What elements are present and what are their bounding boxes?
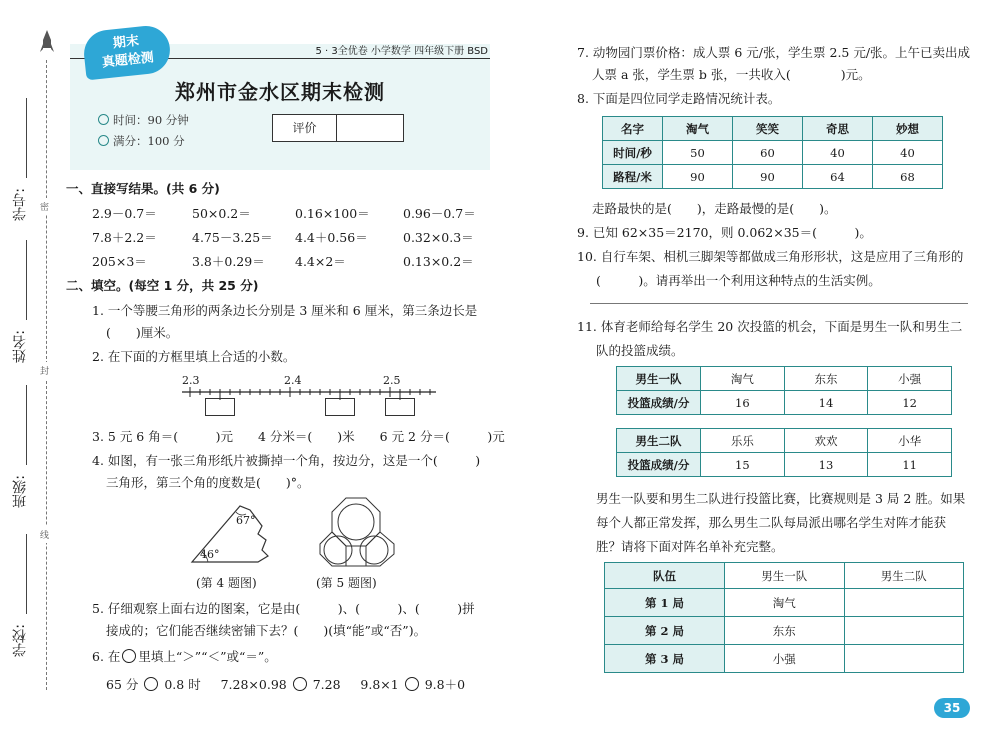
name-field[interactable] <box>26 240 27 320</box>
question-6-items: 65 分 0.8 时 7.28×0.98 7.28 9.8×1 9.8＋0 <box>106 677 466 692</box>
calc-item: 50×0.2＝ <box>192 206 251 221</box>
compare-circle-1[interactable] <box>144 677 158 691</box>
seal-word-xian: 线 <box>40 526 49 543</box>
question-8b: 走路最快的是( )，走路最慢的是( )。 <box>592 201 837 216</box>
eval-label: 评价 <box>273 115 337 141</box>
question-11d: 每个人都正常发挥，那么男生二队每局派出哪名学生对阵才能获 <box>596 515 947 530</box>
team2-table: 男生二队 乐乐 欢欢 小华 投篮成绩/分 15 13 11 <box>616 428 952 477</box>
angle-67: 67° <box>236 514 256 527</box>
question-11a: 11. 体育老师给每名学生 20 次投篮的机会，下面是男生一队和男生二 <box>577 319 963 334</box>
tick-label-2.5: 2.5 <box>383 374 401 387</box>
question-7a: 7. 动物园门票价格：成人票 6 元/张，学生票 2.5 元/张。上午已卖出成 <box>577 45 971 60</box>
question-11e: 胜？请将下面对阵名单补充完整。 <box>596 539 784 554</box>
calc-item: 205×3＝ <box>92 254 147 269</box>
question-10a: 10. 自行车架、相机三脚架等都做成三角形形状，这是应用了三角形的 <box>577 249 964 264</box>
question-9: 9. 已知 62×35＝2170，则 0.062×35＝( )。 <box>577 225 872 240</box>
angle-46: 46° <box>200 548 220 561</box>
student-id-field[interactable] <box>26 98 27 178</box>
time-info: 时间：90 分钟 <box>98 112 189 128</box>
figure5-caption: (第 5 题图) <box>316 576 377 590</box>
question-10b: ( )。请再举出一个利用这种特点的生活实例。 <box>596 273 881 288</box>
class-label: 班级: <box>12 475 28 508</box>
answer-line[interactable] <box>590 303 968 304</box>
compare-circle-3[interactable] <box>405 677 419 691</box>
school-label: 学校: <box>12 624 28 657</box>
seal-word-feng: 封 <box>40 362 49 379</box>
match-answer-2[interactable] <box>844 617 964 645</box>
compare-circle-2[interactable] <box>293 677 307 691</box>
question-5b: 接成的；它们能否继续密铺下去？( )(填“能”或“否”)。 <box>106 623 427 638</box>
eval-field[interactable] <box>337 115 403 141</box>
section1-title: 一、直接写结果。(共 6 分) <box>66 181 220 196</box>
question-2: 2. 在下面的方框里填上合适的小数。 <box>92 349 296 364</box>
seal-word-mi: 密 <box>40 198 49 215</box>
question-8: 8. 下面是四位同学走路情况统计表。 <box>577 91 781 106</box>
compare-circle <box>122 649 136 663</box>
evaluation-box <box>272 114 404 142</box>
calc-item: 4.4＋0.56＝ <box>295 230 368 245</box>
score-info: 满分：100 分 <box>98 133 185 149</box>
team1-table: 男生一队 淘气 东东 小强 投篮成绩/分 16 14 12 <box>616 366 952 415</box>
question-1b: ( )厘米。 <box>106 325 179 340</box>
question-3: 3. 5 元 6 角＝( )元 4 分米＝( )米 6 元 2 分＝( )元 <box>92 429 505 444</box>
walk-table: 名字 淘气 笑笑 奇思 妙想 时间/秒 50 60 40 40 路程/米 90 90 64 68 <box>602 116 943 189</box>
numline-answer-box-3[interactable] <box>385 398 415 416</box>
question-11c: 男生一队要和男生二队进行投篮比赛，比赛规则是 3 局 2 胜。如果 <box>596 491 966 506</box>
calc-item: 0.16×100＝ <box>295 206 370 221</box>
calc-item: 0.96－0.7＝ <box>403 206 476 221</box>
question-1a: 1. 一个等腰三角形的两条边长分别是 3 厘米和 6 厘米，第三条边长是 <box>92 303 478 318</box>
badge-line-1: 期末 <box>112 33 140 52</box>
question-4b: 三角形，第三个角的度数是( )°。 <box>106 475 310 490</box>
clock-icon <box>98 114 109 125</box>
class-field[interactable] <box>26 385 27 465</box>
check-icon <box>98 135 109 146</box>
calc-item: 0.13×0.2＝ <box>403 254 474 269</box>
series-label: 5 · 3全优卷 小学数学 四年级下册 BSD <box>315 46 488 57</box>
numline-answer-box-2[interactable] <box>325 398 355 416</box>
question-6: 6. 在 里填上“＞”“＜”或“＝”。 <box>92 649 277 664</box>
tick-label-2.3: 2.3 <box>182 374 200 387</box>
question-5a: 5. 仔细观察上面右边的图案，它是由( )、( )、( )拼 <box>92 601 475 616</box>
calc-item: 7.8＋2.2＝ <box>92 230 157 245</box>
page-title: 郑州市金水区期末检测 <box>175 80 385 104</box>
student-id-label: 学号: <box>12 188 28 221</box>
school-field[interactable] <box>26 534 27 614</box>
calc-item: 3.8＋0.29＝ <box>192 254 265 269</box>
numline-answer-box-1[interactable] <box>205 398 235 416</box>
match-table: 队伍 男生一队 男生二队 第 1 局 淘气 第 2 局 东东 第 3 局 小强 <box>604 562 964 673</box>
calc-item: 4.75－3.25＝ <box>192 230 273 245</box>
name-label: 姓名: <box>12 330 28 363</box>
tessellation-figure <box>318 494 396 570</box>
calc-item: 2.9－0.7＝ <box>92 206 157 221</box>
badge-line-2: 真题检测 <box>101 50 155 71</box>
match-answer-3[interactable] <box>844 645 964 673</box>
tick-label-2.4: 2.4 <box>284 374 302 387</box>
section2-title: 二、填空。(每空 1 分，共 25 分) <box>66 278 259 293</box>
question-7b: 人票 a 张，学生票 b 张，一共收入( )元。 <box>592 67 871 82</box>
page-number: 35 <box>934 698 970 718</box>
question-11b: 队的投篮成绩。 <box>596 343 684 358</box>
match-answer-1[interactable] <box>844 589 964 617</box>
rocket-icon <box>40 30 54 54</box>
figure4-caption: (第 4 题图) <box>196 576 257 590</box>
calc-item: 0.32×0.3＝ <box>403 230 474 245</box>
calc-item: 4.4×2＝ <box>295 254 346 269</box>
question-4a: 4. 如图，有一张三角形纸片被撕掉一个角，按边分，这是一个( ) <box>92 453 481 468</box>
